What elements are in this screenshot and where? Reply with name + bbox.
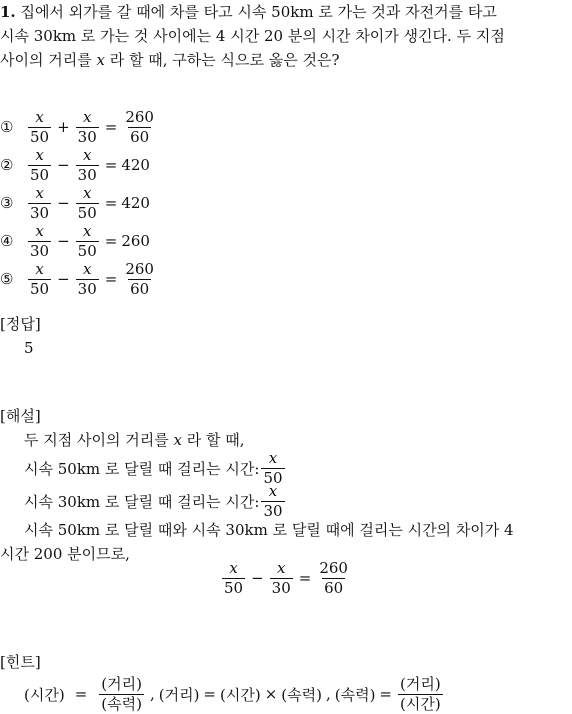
fraction: $\frac{x}{50}$ (77, 183, 97, 222)
hint-time: (시간) (24, 685, 65, 704)
question-text-1: 집에서 외가를 갈 때에 차를 타고 시속 50km 로 가는 것과 자전거를 타고 (20, 3, 497, 21)
equals-sign: = (104, 270, 118, 288)
hint-speed-2: (속력) (334, 685, 376, 704)
rhs-value: 420 (121, 194, 150, 212)
rhs-fraction: $\frac{260}{60}$ (319, 558, 348, 597)
hint-time-2: (시간) (220, 685, 261, 704)
options-list (0, 108, 158, 298)
explanation-block (0, 404, 514, 566)
explanation-line-1: 두 지점 사이의 거리를 x 라 할 때, (24, 431, 245, 449)
operator: + (57, 118, 70, 136)
explanation-line-4: 시속 50km 로 달릴 때와 시속 30km 로 달릴 때에 걸리는 시간의 차이가 4 (24, 521, 514, 539)
option-2[interactable] (0, 146, 158, 184)
answer-label: [정답] (0, 315, 41, 333)
explanation-equation (0, 558, 572, 598)
comma: , (325, 685, 331, 703)
equals-sign: = (74, 685, 88, 703)
fraction: $\frac{x}{50}$ (30, 145, 50, 184)
question-text-2: 시속 30km 로 가는 것 사이에는 4 시간 20 분의 시간 차이가 생긴다. 두 지점 (0, 27, 505, 45)
equals-sign: = (379, 685, 392, 703)
hint-fraction-2: $\frac{\text{(거리)}}{\text{(시간)}}$ (400, 674, 441, 713)
fraction: $\frac{x}{30}$ (271, 558, 291, 597)
rhs-fraction: $\frac{260}{60}$ (125, 259, 154, 298)
operator: − (57, 194, 70, 212)
option-4[interactable] (0, 222, 158, 260)
operator: − (57, 270, 70, 288)
question-line-3 (0, 48, 505, 72)
fraction: $\frac{x}{50}$ (30, 259, 50, 298)
option-mark: ⑤ (0, 270, 14, 288)
question-line-1 (0, 0, 505, 24)
explanation-line-5: 시간 200 분이므로, (0, 545, 130, 563)
question-line-2 (0, 24, 505, 48)
fraction: $\frac{x}{30}$ (77, 145, 97, 184)
hint-block (0, 650, 445, 714)
question-text-3: 사이의 거리를 (0, 51, 92, 69)
hint-label: [힌트] (0, 653, 41, 671)
operator: − (251, 569, 264, 587)
comma: , (149, 685, 155, 703)
question-block (0, 0, 505, 72)
answer-block (0, 312, 41, 360)
fraction: $\frac{x}{50}$ (30, 107, 50, 146)
hint-dist: (거리) (158, 685, 200, 704)
option-5[interactable] (0, 260, 158, 298)
explanation-line-3: 시속 30km 로 달릴 때 걸리는 시간: $\frac{x}{30}$ (24, 482, 283, 520)
question-variable: x (96, 51, 105, 69)
hint-fraction-1: $\frac{\text{(거리)}}{\text{(속력)}}$ (101, 674, 142, 713)
option-mark: ④ (0, 232, 14, 250)
answer-value: 5 (24, 339, 34, 357)
fraction: $\frac{x}{50}$ (263, 449, 283, 487)
fraction: $\frac{x}{30}$ (263, 482, 283, 520)
operator: − (57, 232, 70, 250)
fraction: $\frac{x}{30}$ (77, 107, 97, 146)
fraction: $\frac{x}{50}$ (224, 558, 244, 597)
equals-sign: = (104, 232, 118, 250)
option-mark: ② (0, 156, 14, 174)
rhs-fraction: $\frac{260}{60}$ (125, 107, 154, 146)
equals-sign: = (104, 156, 118, 174)
explanation-variable: x (173, 431, 182, 449)
explanation-label: [해설] (0, 407, 41, 425)
operator: − (57, 156, 70, 174)
option-3[interactable] (0, 184, 158, 222)
explanation-line-2: 시속 50km 로 달릴 때 걸리는 시간: $\frac{x}{50}$ (24, 449, 283, 487)
option-mark: ③ (0, 194, 14, 212)
fraction: $\frac{x}{30}$ (30, 221, 50, 260)
question-number: 1. (0, 3, 16, 21)
option-1[interactable] (0, 108, 158, 146)
fraction: $\frac{x}{30}$ (77, 259, 97, 298)
hint-formula (0, 674, 445, 714)
equals-sign: = (104, 118, 118, 136)
equals-sign: = (104, 194, 118, 212)
question-text-3-tail: 라 할 때, 구하는 식으로 옳은 것은? (109, 51, 340, 69)
times-sign: × (264, 685, 278, 703)
fraction: $\frac{x}{50}$ (77, 221, 97, 260)
fraction: $\frac{x}{30}$ (30, 183, 50, 222)
rhs-value: 420 (121, 156, 150, 174)
rhs-value: 260 (121, 232, 150, 250)
equals-sign: = (298, 569, 312, 587)
hint-speed: (속력) (281, 685, 322, 704)
equals-sign: = (203, 685, 216, 703)
option-mark: ① (0, 118, 14, 136)
